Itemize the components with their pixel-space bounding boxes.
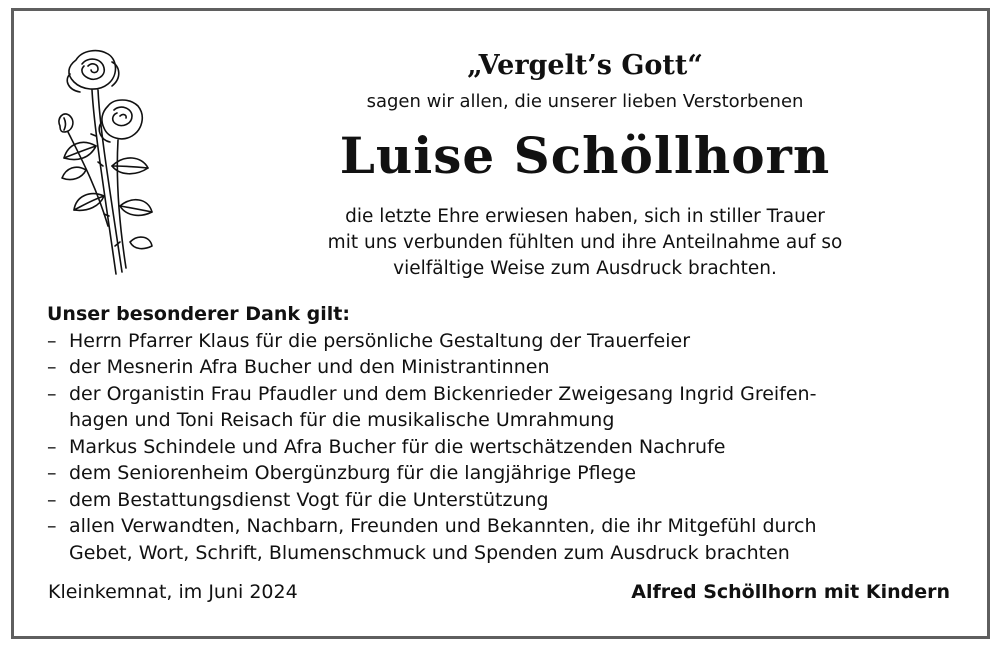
message-line: die letzte Ehre erwiesen haben, sich in stiller Trauer [345,206,825,227]
notice-subline: sagen wir allen, die unserer lieben Verstorbenen [366,91,804,112]
bullet-dash: – [47,488,57,511]
bullet-dash: – [47,382,57,405]
thanks-item-text: Markus Schindele und Afra Bucher für die wertschätzenden Nachrufe [69,435,726,458]
rose-icon [46,46,158,282]
thanks-item-text: dem Seniorenheim Obergünzburg für die langjährige Pflege [69,462,637,484]
thanks-item [47,487,987,514]
bullet-dash: – [47,435,57,458]
message-line: vielfältige Weise zum Ausdruck brachten. [393,258,777,279]
thanks-item [47,354,987,381]
thanks-item [47,407,987,434]
thanks-item [47,540,987,567]
bullet-dash: – [47,329,57,352]
notice-heading: „Vergelt’s Gott“ [467,50,703,81]
thanks-item-text: Gebet, Wort, Schrift, Blumenschmuck und Spenden zum Ausdruck brachten [69,541,790,564]
thanks-item-text: dem Bestattungsdienst Vogt für die Unterstützung [69,488,549,511]
thanks-item [47,460,987,487]
thanks-item-text: Herrn Pfarrer Klaus für die persönliche Gestaltung der Trauerfeier [69,329,691,352]
signature: Alfred Schöllhorn mit Kindern [631,581,950,603]
message-line: mit uns verbunden fühlten und ihre Anteilnahme auf so [327,232,843,253]
bullet-dash: – [47,356,57,378]
thanks-item-text: der Organistin Frau Pfaudler und dem Bickenrieder Zweigesang Ingrid Greifen- [69,382,817,405]
thanks-item-text: der Mesnerin Afra Bucher und den Ministrantinnen [69,356,550,378]
thanks-item [47,434,987,461]
bullet-dash: – [47,515,57,537]
thanks-section [47,301,987,566]
place-date: Kleinkemnat, im Juni 2024 [48,581,298,603]
thanks-message [260,204,910,282]
thanks-item [47,513,987,540]
bullet-dash: – [47,462,57,484]
thanks-item-text: allen Verwandten, Nachbarn, Freunden und Bekannten, die ihr Mitgefühl durch [69,515,817,537]
deceased-name: Luise Schöllhorn [339,126,831,185]
thanks-heading: Unser besonderer Dank gilt: [47,303,350,325]
thanks-item [47,381,987,408]
thanks-item-text: hagen und Toni Reisach für die musikalische Umrahmung [69,409,615,431]
thanks-item [47,328,987,355]
